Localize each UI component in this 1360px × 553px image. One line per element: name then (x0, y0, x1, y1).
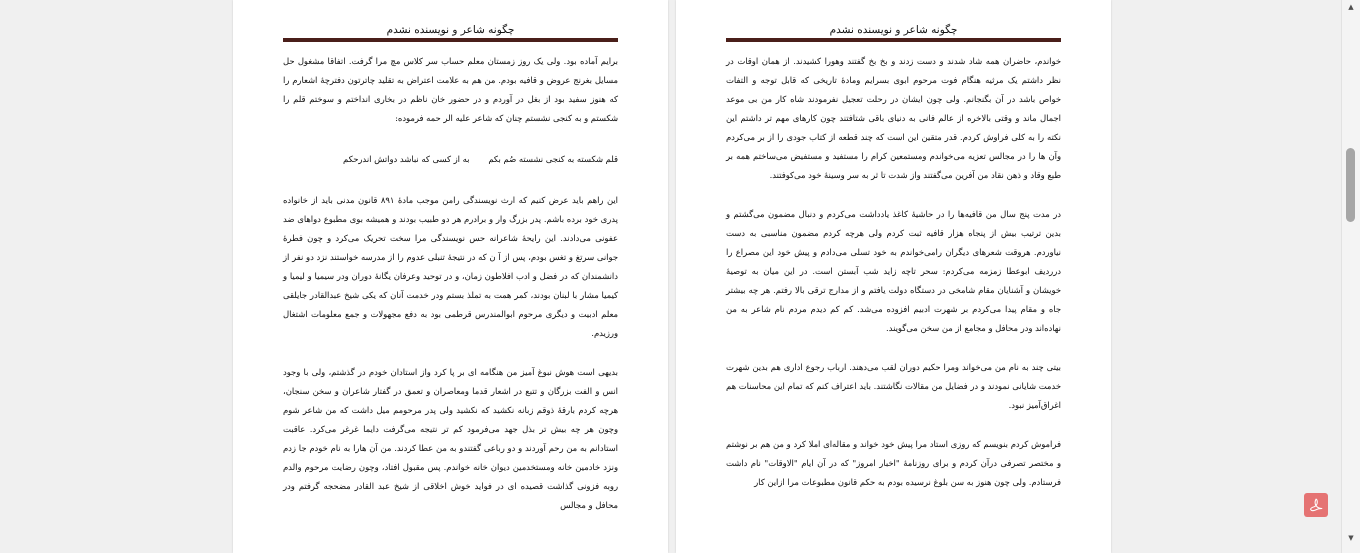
paragraph: در مدت پنج سال من قافیه‌ها را در حاشیهٔ کاغذ یادداشت می‌کردم و دنبال مضمون می‌گشتم و بدین ترتیب بیش از پنجاه هزار قافیه ثبت کردم ولی هرچه کردم مضمون مناسبی به دست نیاوردم. هروقت شعرهای دیگران رامی‌خواندم به خود تسلی می‌دادم و پیش خود این مصراع را درردیف ابوعطا زمزمه می‌کردم: سحر تاچه زاید شب آبستن است. در این میان به توصیهٔ خویشان و آشنایان مقام شامخی در دستگاه دولت یافتم و از مدارج ترقی بالا رفتم. هر چه بیشتر جاه و مقام پیدا می‌کردم بر شهرت ادبیم افزوده می‌شد. کم کم دیدم مردم نام شاعر به من نهاده‌اند ودر محافل و مجامع از من سخن می‌گویند. (726, 209, 1061, 333)
paragraph: فراموش کردم بنویسم که روزی استاد مرا پیش خود خواند و مقاله‌ای املا کرد و من هم بر نوشتم و مختصر تصرفی درآن کردم و برای روزنامهٔ "اخبار امروز" که در آن ایام "الاوقات" نام داشت فرستادم. ولی چون هنوز به سن بلوغ نرسیده بودم به حکم قانون مطبوعات مرا ازاین کار (726, 439, 1061, 487)
verse-hemistich-second: به از کسی که نباشد دواتش اندرحکم (343, 154, 470, 164)
header-rule (726, 38, 1061, 42)
paragraph: این راهم باید عرض کنیم که ارث نویسندگی رامن موجب مادهٔ ۸۹۱ قانون مدنی باید از خانواده پدری خود برده باشم. پدر بزرگ وار و برادرم هر دو طبیب بودند و همیشه بوی مطبوع دواهای ضد عفونی می‌دادند. این رایحهٔ شاعرانه حس نویسندگی مرا سخت تحریک می‌کرد و چون فطرهٔ جوانی سرتغ و تغس بودم، پس از آ ن که در نتیجهٔ تنبلی عدوم را از مدرسه خواستند نزد دو نفر از دانشمندان که در فضل و ادب افلاطون زمان، و در توحید وعرفان یگانهٔ دوران ودر سیمیا و لیمیا و کیمیا مشار با لبنان بودند، کمر همت به تملذ بستم ودر خدمت آنان که یکی شیخ عبدالقادر جایلقی معلم ادبیت و دیگری مرحوم ابوالمندرس قرطمی بود به دفع مجهولات و جمع معلومات اشتغال ورزیدم. (283, 195, 618, 338)
verse-hemistich-first: قلم شکسته به کنجی نشسته صُم بکم (488, 154, 618, 164)
page-body (726, 52, 1061, 492)
vertical-scrollbar[interactable] (1341, 0, 1360, 553)
chevron-up-icon[interactable]: ▲ (1348, 3, 1354, 11)
pdf-page-right (676, 0, 1111, 553)
page-body (283, 52, 618, 515)
pdf-page-left (233, 0, 668, 553)
pdf-icon[interactable] (1304, 493, 1328, 517)
header-rule (283, 38, 618, 42)
scrollbar-thumb[interactable] (1346, 148, 1355, 222)
page-header: چگونه شاعر و نویسنده نشدم (829, 24, 958, 36)
paragraph: برایم آماده بود. ولی یک روز زمستان معلم حساب سر کلاس مچ مرا گرفت. اتفاقا مشغول حل مسایل بغرنج عروض و قافیه بودم. من هم به علامت اعتراض به تقلید چاترتون دفترچهٔ اشعارم را که هنوز سفید بود از بغل در آوردم و در حضور خان ناظم در بخاری انداختم و سوختم قلم را شکستم و به کنجی نشستم چنان که شاعر علیه الر حمه فرموده: (283, 56, 618, 123)
paragraph: خواندم، حاضران همه شاد شدند و دست زدند و بخ بخ گفتند وهورا کشیدند. از همان اوقات در نظر داشتم یک مرثیه هنگام فوت مرحوم ابوی بسرایم ومادهٔ تاریخی که قابل توجه و التفات خواص باشد در آن بگنجانم. ولی چون ایشان در رحلت تعجیل نفرمودند شاه کار من بی موعد اجمال ماند و وقتی بالاخره از عالم فانی به دنیای باقی شتافتند چون کارهای مهم تر داشتم این نکته را به کلی فراوش کردم. قدر متقین این است که چند قطعه از کتاب جودی را از بر می‌کردم وآن ها را در مجالس تعزیه می‌خواندم ومستمعین کرام را مستفید و مستفیض می‌ساختم همه بر طبع وقاد و ذهن نقاد من آفرین می‌گفتند واز شدت تا ثر به سر وسینهٔ خود می‌کوفتند. (726, 56, 1061, 180)
page-header: چگونه شاعر و نویسنده نشدم (386, 24, 515, 36)
chevron-down-icon[interactable]: ▼ (1348, 534, 1354, 542)
paragraph: بدیهی است هوش نبوغ آمیز من هنگامه ای بر پا کرد واز استادان خودم در گذشتم، ولی با وجود انس و الفت بزرگان و تتبع در اشعار قدما ومعاصران و تعمق در گفتار شاعران و سخن سنجان، هرچه کردم بارقهٔ ذوقم زبانه نکشید که نکشید ولی پدر مرحومم میل داشت که من شاعر شوم وچون هر چه بیش تر بذل جهد می‌فرمود کم تر نتیجه می‌گرفت دایما غرغر می‌کرد. عاقبت استادانم به من رحم آوردند و دو رباعی گفتندو به من عطا کردند. من آن هارا به نام خودم جا زدم ونزد خادمین خانه ومستخدمین دیوان خانه خواندم. پس مقبول افتاد، وچون رضایت مرحوم والدم روبه فزونی گذاشت قصیده ای در فواید خوش اخلاقی از شیخ عبد القادر مضحجه گرفتم ودر محافل و مجالس (283, 367, 618, 510)
paragraph: بیتی چند به نام من می‌خواند ومرا حکیم دوران لقب می‌دهند. ارباب رجوع اداری هم بدین شهرت خدمت شایانی نمودند و در فضایل من مقالات نگاشتند. باید اعتراف کنم که تمام این محاسنات هم اغراق‌آمیز نبود. (726, 362, 1061, 410)
poem-verse (283, 150, 618, 169)
